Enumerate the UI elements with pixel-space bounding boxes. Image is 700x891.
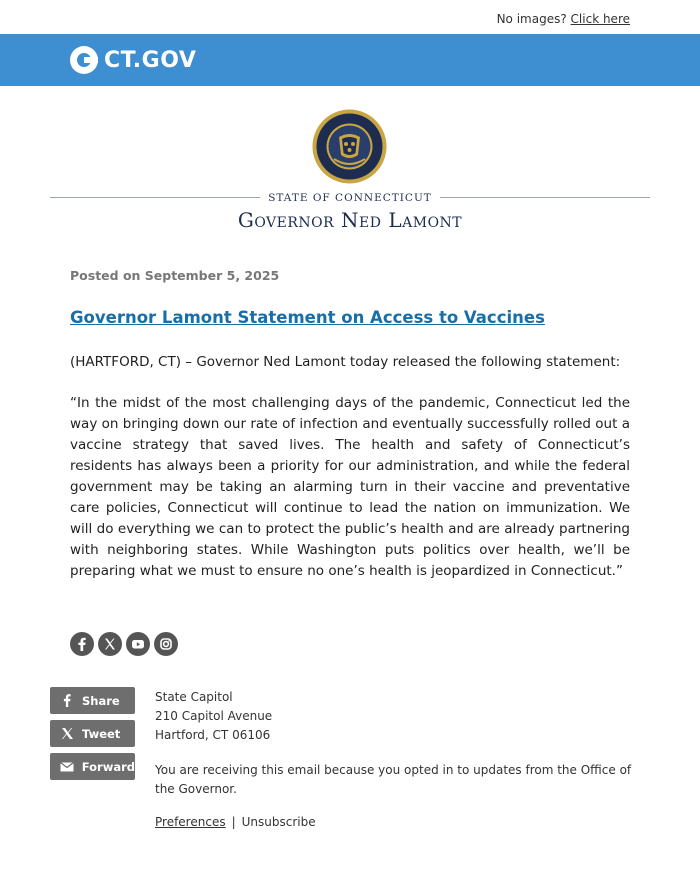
masthead (50, 186, 650, 232)
x-twitter-icon[interactable] (98, 632, 122, 656)
ctgov-banner (0, 34, 700, 86)
youtube-icon[interactable] (126, 632, 150, 656)
address-line-1: State Capitol (155, 690, 233, 704)
share-button[interactable] (50, 687, 135, 714)
x-icon (59, 728, 75, 739)
share-label: Share (82, 693, 120, 708)
state-seal-icon (312, 109, 387, 184)
address-line-3: Hartford, CT 06106 (155, 728, 271, 742)
forward-button[interactable] (50, 753, 135, 780)
tweet-button[interactable] (50, 720, 135, 747)
social-icons (70, 632, 178, 656)
quote-paragraph: “In the midst of the most challenging days of the pandemic, Connecticut led the way on bringing down our rate of infection and eventually successfully rolled out a vaccine strategy that saved lives. The health and safety of Connecticut’s residents has always been a priority for our administration, and while the federal government may be taking an alarming turn in their vaccine and preventative care policies, Connecticut will continue to lead the nation on immunization. We will do everything we can to protect the public’s health and are already partnering with neighboring states. While Washington puts politics over health, we’ll be preparing what we must to ensure no one’s health is jeopardized in Connecticut.” (70, 395, 630, 579)
share-buttons (50, 687, 135, 786)
no-images-text: No images? (496, 12, 567, 26)
intro-paragraph: (HARTFORD, CT) – Governor Ned Lamont today released the following statement: (70, 354, 621, 370)
click-here-link[interactable]: Click here (570, 12, 630, 26)
facebook-f-icon (59, 694, 75, 707)
tweet-label: Tweet (82, 726, 121, 741)
ctgov-logo-text: CT.GOV (104, 47, 197, 73)
footer (155, 688, 635, 832)
instagram-icon[interactable] (154, 632, 178, 656)
forward-label: Forward (81, 759, 135, 774)
ctgov-logo-icon (70, 46, 98, 74)
facebook-icon[interactable] (70, 632, 94, 656)
no-images-bar (497, 12, 630, 26)
link-separator: | (231, 815, 236, 829)
unsubscribe-link[interactable]: Unsubscribe (241, 815, 316, 829)
footer-links (155, 813, 635, 832)
ctgov-logo[interactable] (70, 46, 196, 74)
subscription-notice: You are receiving this email because you opted in to updates from the Office of the Governor. (155, 763, 632, 796)
envelope-icon (59, 762, 75, 772)
headline-link[interactable]: Governor Lamont Statement on Access to Vaccines (70, 308, 545, 327)
preferences-link[interactable]: Preferences (155, 815, 226, 829)
governor-name: Governor Ned Lamont (237, 208, 463, 232)
state-line: STATE OF CONNECTICUT (260, 192, 440, 204)
posted-date: Posted on September 5, 2025 (70, 268, 280, 283)
address-line-2: 210 Capitol Avenue (155, 709, 273, 723)
